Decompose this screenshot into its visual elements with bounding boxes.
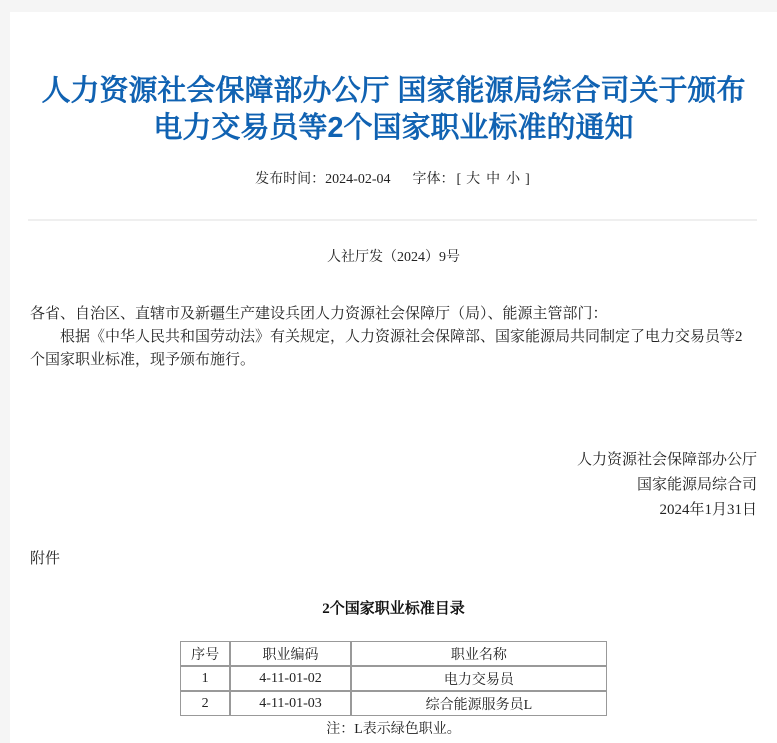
publish-date: 发布时间：2024-02-04 [255,172,391,187]
cell-name: 综合能源服务员L [351,691,607,716]
column-header-name: 职业名称 [351,641,607,666]
attachment-label: 附件 [30,551,61,567]
font-size-medium-button[interactable]: 中 [486,172,501,187]
font-size-small-button[interactable]: 小 [506,172,521,187]
catalog-title: 2个国家职业标准目录 [322,601,465,617]
signature-org-1: 人力资源社会保障部办公厅 [576,452,757,468]
signature-date: 2024年1月31日 [659,502,757,518]
salutation-paragraph: 各省、自治区、直辖市及新疆生产建设兵团人力资源社会保障厅（局）、能源主管部门： [30,306,608,322]
header-divider [28,219,757,221]
cell-seq: 1 [180,666,230,691]
page-title: 人力资源社会保障部办公厅 国家能源局综合司关于颁布电力交易员等2个国家职业标准的通知 [41,75,746,144]
table-row [180,666,607,691]
table-row [180,691,607,716]
signature-org-2: 国家能源局综合司 [636,477,757,493]
catalog-table [180,641,607,716]
catalog-table-wrapper [180,641,607,716]
table-note: 注：L表示绿色职业。 [326,722,461,737]
document-number: 人社厅发（2024）9号 [327,250,460,265]
meta-bar [10,168,777,188]
document-body [30,303,757,372]
document-page [10,12,777,743]
font-size-label: 字体： [412,172,455,187]
column-header-code: 职业编码 [230,641,351,666]
column-header-seq: 序号 [180,641,230,666]
cell-name: 电力交易员 [351,666,607,691]
font-size-large-button[interactable]: 大 [466,172,481,187]
cell-seq: 2 [180,691,230,716]
font-bracket-open: [ [456,172,462,187]
signature-block [30,448,757,523]
cell-code: 4-11-01-02 [230,666,351,691]
body-paragraph: 根据《中华人民共和国劳动法》有关规定，人力资源社会保障部、国家能源局共同制定了电力交易员等2个国家职业标准，现予颁布施行。 [30,329,743,368]
table-header-row [180,641,607,666]
font-bracket-close: ] [525,172,530,187]
cell-code: 4-11-01-03 [230,691,351,716]
